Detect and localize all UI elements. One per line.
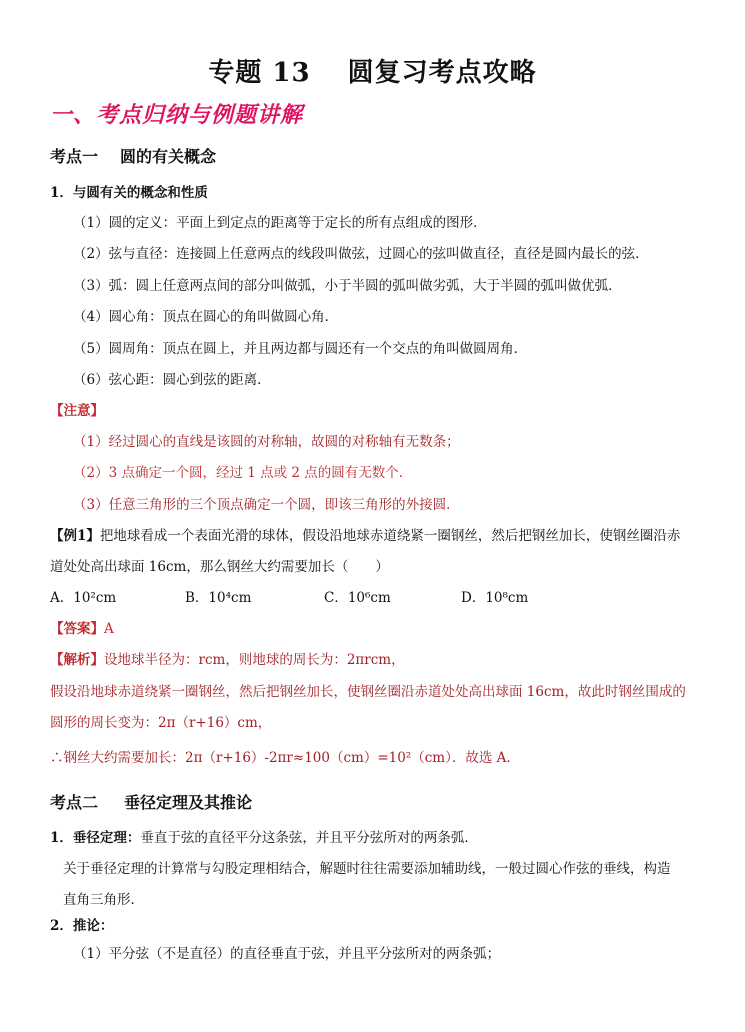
- note-label: 【注意】: [50, 403, 104, 419]
- concept-item-4: （4）圆心角：顶点在圆心的角叫做圆心角．: [73, 309, 339, 325]
- theorem-text: 垂直于弦的直径平分这条弦，并且平分弦所对的两条弧．: [140, 830, 478, 846]
- answer-label: 【答案】: [50, 621, 104, 637]
- kaodian-2-name: 垂径定理及其推论: [124, 793, 253, 812]
- corollary-label: 2．推论：: [50, 918, 114, 934]
- answer-value: A: [104, 621, 114, 637]
- analysis-line-4: ∴钢丝大约需要加长：2π（r+16）-2πr≈100（cm）=10²（cm）．故选 A．: [50, 750, 520, 766]
- analysis-line-2: 假设沿地球赤道绕紧一圈钢丝，然后把钢丝加长，使钢丝圈沿赤道处处高出球面 16cm，故此时钢丝围成的: [50, 684, 686, 700]
- kaodian-1-name: 圆的有关概念: [120, 147, 217, 166]
- concept-item-2: （2）弦与直径：连接圆上任意两点的线段叫做弦，过圆心的弦叫做直径，直径是圆内最长的弦．: [73, 246, 649, 262]
- option-b: B．10⁴cm: [185, 590, 252, 606]
- example-line-1: 把地球看成一个表面光滑的球体，假设沿地球赤道绕紧一圈钢丝，然后把钢丝加长，使钢丝圈沿赤: [99, 528, 681, 544]
- note-item-2: （2）3 点确定一个圆，经过 1 点或 2 点的圆有无数个．: [73, 465, 413, 481]
- option-a: A．10²cm: [50, 590, 117, 606]
- concept-item-6: （6）弦心距：圆心到弦的距离．: [73, 372, 271, 388]
- option-d: D．10⁸cm: [461, 590, 529, 606]
- theorem-label: 1．垂径定理：: [50, 830, 141, 846]
- concept-item-3: （3）弧：圆上任意两点间的部分叫做弧，小于半圆的弧叫做劣弧，大于半圆的弧叫做优弧．: [73, 278, 622, 294]
- theorem-para-line-2: 直角三角形．: [63, 892, 144, 908]
- analysis-line-3: 圆形的周长变为：2π（r+16）cm，: [50, 715, 272, 731]
- corollary-item-1: （1）平分弦（不是直径）的直径垂直于弦，并且平分弦所对的两条弧；: [73, 946, 501, 962]
- page-title: 专题 13 圆复习考点攻略: [208, 58, 537, 88]
- note-item-1: （1）经过圆心的直线是该圆的对称轴，故圆的对称轴有无数条；: [73, 434, 460, 450]
- subheading-concepts: 1．与圆有关的概念和性质: [50, 185, 208, 201]
- option-c: C．10⁶cm: [324, 590, 391, 606]
- kaodian-2-label: 考点二: [50, 793, 99, 812]
- concept-item-1: （1）圆的定义：平面上到定点的距离等于定长的所有点组成的图形．: [73, 215, 487, 231]
- concept-item-5: （5）圆周角：顶点在圆上，并且两边都与圆还有一个交点的角叫做圆周角．: [73, 341, 528, 357]
- theorem-para-line-1: 关于垂径定理的计算常与勾股定理相结合，解题时往往需要添加辅助线，一般过圆心作弦的垂线，构造: [63, 861, 671, 877]
- section-heading: 一、考点归纳与例题讲解: [50, 103, 304, 128]
- note-item-3: （3）任意三角形的三个顶点确定一个圆，即该三角形的外接圆．: [73, 497, 460, 513]
- example-line-2: 道处处高出球面 16cm，那么钢丝大约需要加长（ ）: [50, 559, 389, 575]
- example-label: 【例1】: [50, 528, 100, 544]
- analysis-line-1: 设地球半径为：rcm，则地球的周长为：2πrcm，: [104, 652, 405, 668]
- kaodian-1-label: 考点一: [50, 147, 99, 166]
- analysis-label: 【解析】: [50, 652, 104, 668]
